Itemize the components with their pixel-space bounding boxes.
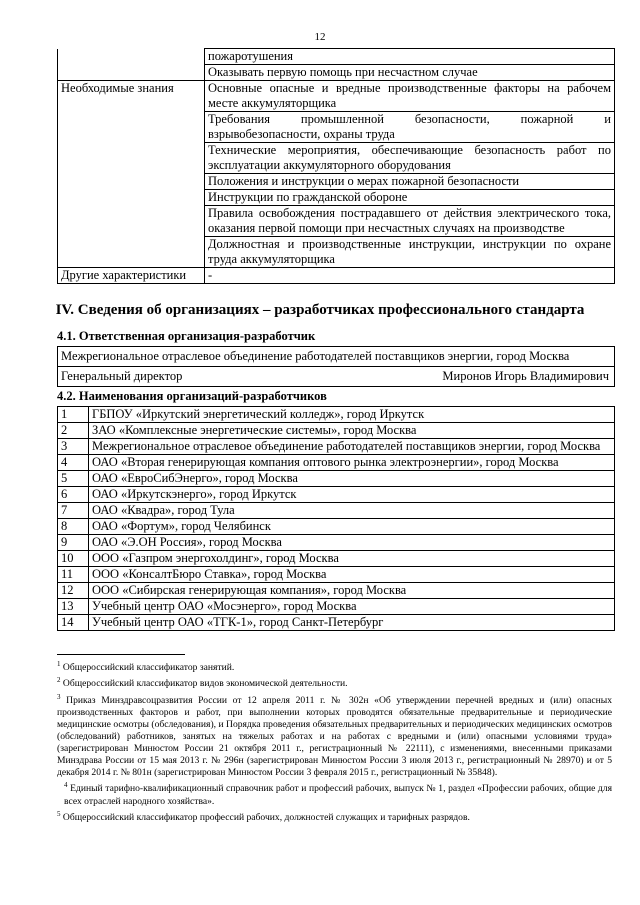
competency-row (58, 65, 615, 81)
footnote (57, 674, 612, 690)
org-name: ОАО «Иркутскэнерго», город Иркутск (89, 487, 615, 503)
org-row (58, 423, 615, 439)
org-name: Учебный центр ОАО «ТГК-1», город Санкт-Петербург (89, 615, 615, 631)
director-row (58, 367, 615, 387)
competency-label: Другие характеристики (58, 268, 205, 284)
competency-row (58, 206, 615, 237)
competency-row (58, 190, 615, 206)
footnote-separator (57, 654, 185, 655)
section-title: IV. Сведения об организациях – разработчиках профессионального стандарта (55, 302, 585, 318)
org-number: 12 (58, 583, 89, 599)
org-name: Учебный центр ОАО «Мосэнерго», город Москва (89, 599, 615, 615)
org-name: ОАО «ЕвроСибЭнерго», город Москва (89, 471, 615, 487)
competency-value: Оказывать первую помощь при несчастном случае (205, 65, 615, 81)
org-name: ООО «Сибирская генерирующая компания», город Москва (89, 583, 615, 599)
org-name: ОАО «Квадра», город Тула (89, 503, 615, 519)
org-row (58, 599, 615, 615)
director-cell (58, 367, 615, 387)
org-row (58, 551, 615, 567)
director-title: Генеральный директор (61, 369, 183, 383)
competency-value: Инструкции по гражданской обороне (205, 190, 615, 206)
competency-row (58, 81, 615, 112)
org-number: 14 (58, 615, 89, 631)
org-name: ЗАО «Комплексные энергетические системы», город Москва (89, 423, 615, 439)
org-number: 13 (58, 599, 89, 615)
competency-value: Правила освобождения пострадавшего от действия электрического тока, оказания первой помощи при несчастных случаях на производстве (205, 206, 615, 237)
org-number: 11 (58, 567, 89, 583)
org-number: 2 (58, 423, 89, 439)
org-number: 5 (58, 471, 89, 487)
competency-row (58, 174, 615, 190)
competency-row (58, 143, 615, 174)
footnote-mark: 3 (57, 692, 61, 701)
competency-label (58, 206, 205, 237)
footnote-text: Единый тарифно-квалификационный справочник работ и профессий рабочих, выпуск № 1, раздел «Профессии рабочих, общие для всех отраслей народного хозяйства». (64, 783, 613, 807)
org-row (58, 519, 615, 535)
footnote (57, 658, 612, 674)
competency-label (58, 143, 205, 174)
competency-row (58, 112, 615, 143)
org-name: ООО «Газпром энергохолдинг», город Москва (89, 551, 615, 567)
competency-value: пожаротушения (205, 49, 615, 65)
competency-value: Требования промышленной безопасности, пожарной и взрывобезопасности, охраны труда (205, 112, 615, 143)
org-name: ОАО «Э.ОН Россия», город Москва (89, 535, 615, 551)
org-number: 4 (58, 455, 89, 471)
competency-label (58, 174, 205, 190)
org-name: ОАО «Вторая генерирующая компания оптового рынка электроэнергии», город Москва (89, 455, 615, 471)
footnotes (57, 658, 612, 824)
org-row (58, 615, 615, 631)
org-row (58, 471, 615, 487)
competency-label (58, 190, 205, 206)
footnote-mark: 1 (57, 660, 61, 668)
competency-table (57, 48, 615, 284)
org-number: 10 (58, 551, 89, 567)
footnote-text: Приказ Минздравсоцразвития России от 12 апреля 2011 г. № 302н «Об утверждении перечней вредных и (или) опасных производственных факторов и работ, при выполнении которых проводятся обязательные предварительные и периодические медицинские осмотры (обследования), и Порядка проведения обязательных предварительных и периодических медицинских осмотров (обследований) работников, занятых на тяжелых работах и на работах с вредными и (или) опасными условиями труда» (зарегистрирован Минюстом России 21 октября 2011 г., регистрационный № 22111), с изменениями, внесенными приказами Минздрава России от 15 мая 2013 г. № 296н (зарегистрирован Минюстом России 3 июля 2013 г., регистрационный № 28970) и от 5 декабря 2014 г. № 801н (зарегистрирован Минюстом России 3 февраля 2015 г., регистрационный № 35848). (57, 694, 612, 779)
footnote-text: Общероссийский классификатор занятий. (62, 662, 235, 674)
competency-label (58, 112, 205, 143)
org-name: ООО «КонсалтБюро Ставка», город Москва (89, 567, 615, 583)
competency-value: Должностная и производственные инструкции, инструкции по охране труда аккумуляторщика (205, 237, 615, 268)
org-row (58, 583, 615, 599)
responsible-org-table (57, 346, 615, 387)
org-number: 6 (58, 487, 89, 503)
org-row (58, 503, 615, 519)
org-row (58, 407, 615, 423)
org-number: 3 (58, 439, 89, 455)
org-name: ОАО «Фортум», город Челябинск (89, 519, 615, 535)
competency-row (58, 237, 615, 268)
competency-label (58, 237, 205, 268)
page-number: 12 (314, 31, 326, 43)
org-name: ГБПОУ «Иркутский энергетический колледж», город Иркутск (89, 407, 615, 423)
org-row (58, 535, 615, 551)
org-row (58, 567, 615, 583)
competency-row (58, 268, 615, 284)
footnote-mark: 4 (64, 781, 68, 790)
org-row (58, 439, 615, 455)
competency-row (58, 49, 615, 65)
footnote (57, 779, 612, 807)
org-row (58, 455, 615, 471)
responsible-org-name: Межрегиональное отраслевое объединение работодателей поставщиков энергии, город Москва (58, 347, 615, 367)
director-name: Миронов Игорь Владимирович (442, 369, 609, 383)
responsible-org-row (58, 347, 615, 367)
competency-value: Технические мероприятия, обеспечивающие безопасность работ по эксплуатации аккумуляторного оборудования (205, 143, 615, 174)
footnote-text: Общероссийский классификатор профессий рабочих, должностей служащих и тарифных разрядов. (62, 811, 470, 823)
competency-label (58, 65, 205, 81)
footnote (57, 691, 612, 780)
subsection-4-2-heading: 4.2. Наименования организаций-разработчиков (57, 389, 327, 403)
footnote-mark: 5 (57, 809, 61, 818)
footnote-text: Общероссийский классификатор видов экономической деятельности. (62, 678, 348, 690)
org-number: 7 (58, 503, 89, 519)
org-row (58, 487, 615, 503)
competency-value: Основные опасные и вредные производственные факторы на рабочем месте аккумуляторщика (205, 81, 615, 112)
org-number: 8 (58, 519, 89, 535)
competency-value: Положения и инструкции о мерах пожарной безопасности (205, 174, 615, 190)
competency-label (58, 49, 205, 65)
footnote (57, 808, 612, 824)
competency-value: - (205, 268, 615, 284)
org-number: 1 (58, 407, 89, 423)
org-name: Межрегиональное отраслевое объединение работодателей поставщиков энергии, город Москва (89, 439, 615, 455)
org-number: 9 (58, 535, 89, 551)
developer-orgs-table (57, 406, 615, 631)
footnote-mark: 2 (57, 676, 61, 685)
subsection-4-1-heading: 4.1. Ответственная организация-разработчик (57, 329, 316, 343)
competency-label: Необходимые знания (58, 81, 205, 112)
